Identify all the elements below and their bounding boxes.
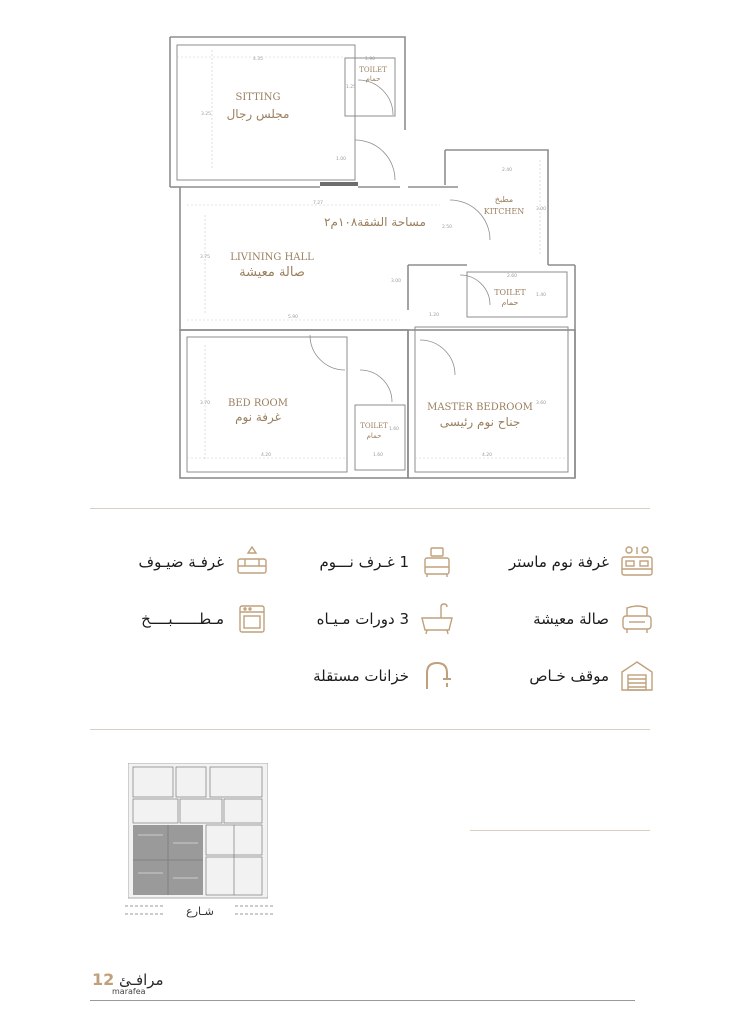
divider-bottom [90,1000,635,1001]
dim-toilet-w: 1.90 [364,57,376,62]
bathtub-icon [419,602,455,636]
master-label-en: MASTER BEDROOM [427,402,533,413]
feature-kitchen-label: مـطــــــبــــخ [141,610,224,628]
toilet-bottom-label-en: TOILET [360,422,388,430]
bedroom-label-ar: غرفة نوم [235,410,281,424]
dim-hall-b: 5.90 [287,315,299,320]
dim-toilet3-w: 1.60 [372,453,384,458]
toilet-bottom-label-ar: حمام [366,432,382,440]
toilet-top-label-en: TOILET [359,66,387,74]
kitchen-label-ar: مطبخ [494,195,514,204]
feature-bathrooms-label: 3 دورات مـيـاه [316,610,409,628]
brand-number: 12 [92,970,115,989]
dim-hall-w: 7.27 [312,201,324,206]
dim-sitting-h: 3.25 [200,112,212,117]
feature-parking [529,659,655,693]
dim-hall-c: 3.00 [390,279,402,284]
feature-guest-room-label: غرفـة ضيـوف [138,553,224,571]
dim-master-w: 4.20 [481,453,493,458]
feature-master-bedroom [509,545,655,579]
toilet-mid-label-ar: حمام [501,298,519,307]
master-label-ar: جناح نوم رئيسى [439,415,521,429]
dim-toilet-h: 1.25 [345,85,357,90]
sitting-label-en: SITTING [235,92,281,103]
living-label-ar: صالة معيشة [239,265,305,280]
site-plan [128,763,268,903]
divider-top [90,508,650,509]
toilet-mid-label-en: TOILET [494,288,526,297]
dim-hall-d: 2.50 [441,225,453,230]
dim-door: 1.00 [335,157,347,162]
feature-bedrooms-label: 1 غـرف نـــوم [319,553,409,571]
feature-master-bedroom-label: غرفة نوم ماستر [508,553,609,571]
street-label: شـارع [165,905,235,918]
feature-living [533,602,655,636]
feature-living-label: صالة معيشة [533,610,609,628]
dim-master-h: 3.60 [535,401,547,406]
dim-kitchen-w: 2.40 [501,168,513,173]
dim-master-top: 1.20 [428,313,440,318]
feature-kitchen [141,602,270,636]
armchair-icon [619,602,655,636]
dim-bed-h: 3.70 [199,401,211,406]
brand-sub: marafea [112,987,146,996]
dim-toilet3-h: 1.60 [388,427,400,432]
floor-plan [0,0,750,500]
bedroom-label-en: BED ROOM [227,398,289,409]
feature-bedrooms [319,545,455,579]
dim-toilet2-h: 1.40 [535,293,547,298]
divider-site [470,830,650,831]
master-bedroom-icon [619,545,655,579]
brand-name: مرافـئ [119,971,164,989]
toilet-top-label-ar: حمام [365,75,381,83]
kitchen-label-en: KITCHEN [483,207,525,216]
guest-sofa-icon [234,545,270,579]
garage-icon [619,659,655,693]
area-label: مساحة الشقة١٠٨م٢ [324,215,426,229]
dim-kitchen-h: 3.00 [535,207,547,212]
feature-parking-label: موقف خـاص [529,667,609,685]
faucet-icon [419,659,455,693]
living-label-en: LIVINING HALL [230,252,314,263]
oven-icon [234,602,270,636]
feature-guest-room [139,545,270,579]
dim-hall-h: 3.75 [199,255,211,260]
divider-middle [90,729,650,730]
dim-bed-w: 4.20 [260,453,272,458]
feature-tanks [313,659,455,693]
dim-sitting-w: 4.35 [252,57,264,62]
dim-toilet2-w: 2.60 [506,274,518,279]
feature-tanks-label: خزانات مستقلة [313,667,409,685]
bed-icon [419,545,455,579]
feature-bathrooms [317,602,455,636]
sitting-label-ar: مجلس رجال [226,107,290,121]
